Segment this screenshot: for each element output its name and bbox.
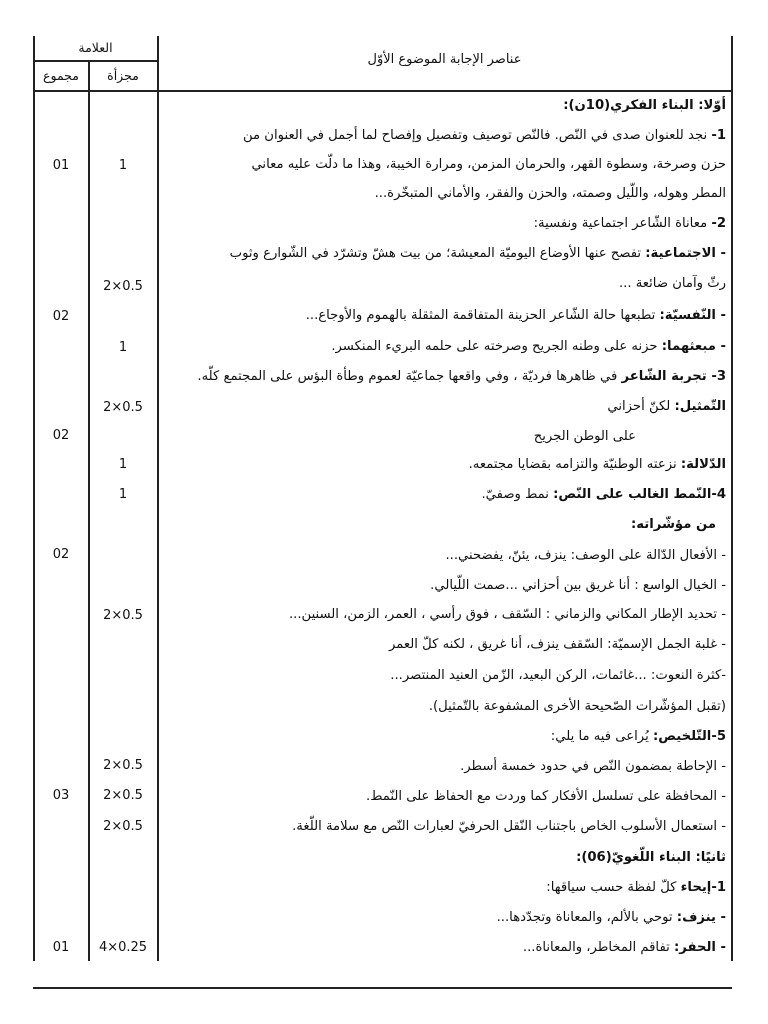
content-line: 1- نجد للعنوان صدى في النّص. فالنّص توصيف وتفصيل وإفصاح لما أجمل في العنوان من: [243, 128, 726, 143]
content-line: 4-النّمط الغالب على النّص: نمط وصفيّ.: [481, 487, 726, 502]
content-line: 3- تجربة الشّاعر في ظاهرها فرديّة ، وفي واقعها جماعيّة لعموم وطأة البؤس على المجتمع كلّه.: [197, 369, 726, 384]
content-line: -كثرة النعوت: ...غائمات، الركن البعيد، الزّمن العنيد المنتصر...: [390, 668, 726, 683]
partial-mark: 2×0.5: [103, 788, 143, 803]
partial-mark: 4×0.25: [98, 940, 148, 955]
total-mark: 02: [52, 309, 70, 324]
total-mark: 01: [52, 940, 70, 955]
content-line: - استعمال الأسلوب الخاص باجتناب النّقل الحرفيّ لعبارات النّص مع سلامة اللّغة.: [292, 819, 726, 834]
content-line: - النّفسيّة: تطبعها حالة الشّاعر الحزينة المتفاقمة المثقلة بالهموم والأوجاع...: [305, 308, 726, 323]
content-line: - الخيال الواسع : أنا غريق بين أحزاني ...صمت اللّيالي.: [430, 578, 726, 593]
content-line: أوّلا: البناء الفكري(10ن):: [563, 98, 726, 113]
content-line: الدّلالة: نزعته الوطنيّة والتزامه بقضايا مجتمعه.: [468, 457, 726, 472]
table-right-border: [731, 36, 733, 961]
partial-mark: 1: [118, 487, 128, 502]
content-line: (تقبل المؤشّرات الصّحيحة الأخرى المشفوعة بالتّمثيل).: [428, 699, 726, 714]
content-line: - مبعثهما: حزنه على وطنه الجريح وصرخته على حلمه البريء المنكسر.: [331, 339, 726, 354]
content-line: المطر وهوله، واللّيل وصمته، والحزن والفقر، والأماني المتبخّرة...: [374, 186, 726, 201]
partial-mark: 2×0.5: [103, 279, 143, 294]
content-line: - الأفعال الدّالة على الوصف: ينزف، يئنّ، يفضحني...: [445, 548, 726, 563]
content-line: على الوطن الجريح: [533, 429, 636, 444]
content-line: التّمثيل: لكنّ أحزاني: [607, 399, 726, 414]
content-line: ثانيًا: البناء اللّغويّ(06):: [576, 850, 726, 865]
content-line: 2- معاناة الشّاعر اجتماعية ونفسية:: [533, 216, 726, 231]
partial-column-header: مجزأة: [107, 68, 139, 83]
content-line: من مؤشّراته:: [631, 517, 716, 532]
content-line: - تحديد الإطار المكاني والزماني : السّقف ، فوق رأسي ، العمر، الزمن، السنين...: [288, 607, 726, 622]
content-line: 5-التّلخيص: يُراعى فيه ما يلي:: [550, 729, 726, 744]
total-mark: 01: [52, 158, 70, 173]
total-mark: 02: [52, 428, 70, 443]
page-bottom-rule: [33, 987, 732, 989]
content-line: رثّ وآمان ضائعة ...: [618, 276, 726, 291]
partial-mark: 1: [118, 158, 128, 173]
table-left-border: [33, 36, 35, 961]
partial-mark: 2×0.5: [103, 819, 143, 834]
content-line: - الحفر: تفاقم المخاطر، والمعاناة...: [522, 940, 726, 955]
grade-subheader-line: [33, 60, 157, 62]
content-line: - الإحاطة بمضمون النّص في حدود خمسة أسطر.: [460, 759, 726, 774]
total-mark: 02: [52, 547, 70, 562]
content-line: - المحافظة على تسلسل الأفكار كما وردت مع الحفاظ على النّمط.: [366, 789, 726, 804]
total-mark: 03: [52, 788, 70, 803]
content-line: - الاجتماعية: تفصح عنها الأوضاع اليوميّة المعيشة؛ من بيت هشّ وتشرّد في الشّوارع وثوب: [229, 246, 726, 261]
content-line: - غلبة الجمل الإسميّة: السّقف ينزف، أنا غريق ، لكنه كلّ العمر: [389, 637, 726, 652]
content-line: حزن وصرخة، وسطوة القهر، والحرمان المزمن، ومرارة الخيبة، وهذا ما دلّت عليه معاني: [251, 157, 726, 172]
content-line: - ينزف: توحي بالألم، والمعاناة وتجدّدها...: [496, 910, 726, 925]
partial-mark: 2×0.5: [103, 608, 143, 623]
partial-mark: 2×0.5: [103, 400, 143, 415]
grade-column-header: العلامة: [78, 40, 113, 55]
partial-mark: 1: [118, 340, 128, 355]
total-column-header: مجموع: [43, 68, 79, 83]
content-line: 1-إيحاء كلّ لفظة حسب سياقها:: [546, 880, 726, 895]
partial-mark: 2×0.5: [103, 758, 143, 773]
grade-content-divider: [157, 36, 159, 961]
header-bottom-line: [33, 90, 732, 92]
answer-elements-title: عناصر الإجابة الموضوع الأوّل: [367, 52, 522, 67]
partial-mark: 1: [118, 457, 128, 472]
